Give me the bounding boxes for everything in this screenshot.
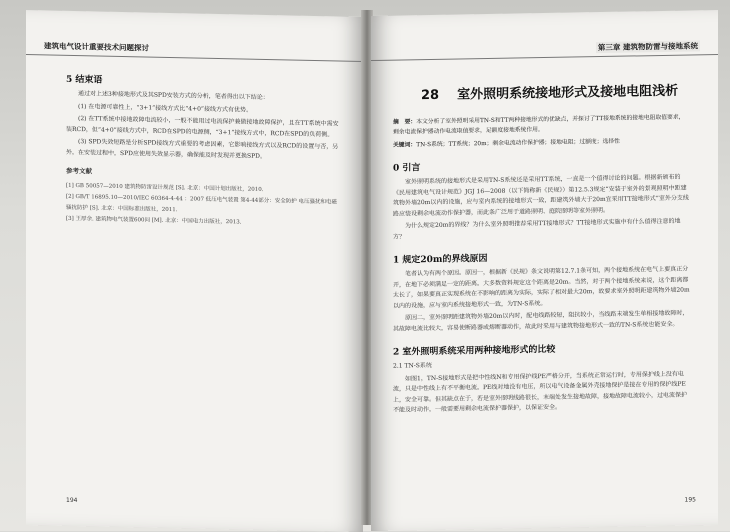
abstract-block <box>393 112 690 150</box>
conclusion-body <box>66 89 341 164</box>
paragraph: (2) 在TT系统中接地故障电流较小，一般不能用过电流保护兼做接地故障保护，且在TT系统中需安装RCD，但“4+0”接线方式中，RCD在SPD的电源侧，“3+1”接线方式中，RCD在SPD的负荷侧。 <box>66 115 339 138</box>
abstract-label: 摘 要： <box>393 119 417 126</box>
right-running-head <box>371 10 718 61</box>
subsection-heading: 2.1 TN-S系统 <box>393 361 432 370</box>
article-title <box>421 79 690 103</box>
right-page <box>371 10 718 531</box>
section-1-heading: 1 规定20m的界线原因 <box>393 254 488 266</box>
left-running-head: 建筑电气设计重要技术问题探讨 <box>26 10 363 62</box>
conclusion-heading: 5 结束语 <box>66 74 103 86</box>
left-page <box>26 10 363 532</box>
reference-item: [1] GB 50057—2010 建筑物防雷设计规范 [S]. 北京：中国计划出版社，2010. <box>66 182 264 193</box>
paragraph: (3) SPD失效短路是分析SPD接线方式重要的考虑因素，它影响接线方式以及RCD的设置与否，另外，在安装过程中，SPD应使用失效显示器，确保能及时发现并更换SPD。 <box>66 138 339 160</box>
section-2-heading: 2 室外照明系统采用两种接地形式的比较 <box>393 344 556 358</box>
paragraph: 室外照明系统的接地形式是采用TN-S系统还是采用TT系统，一直是一个值得讨论的问题。根据新颁布的《民用建筑电气设计规范》JGJ 16—2008（以下简称新《民规》）第12.5.3规定“安装于室外的景观照明中距建筑物外墙20m以内的设施，应与室内系统的接地形式一致，距建筑外墙大于20m宜采用TT接地形式”室外分支线路应装设剩余电流动作保护器，而此条广泛用于道路照明、庭院照明等室外照明。 <box>393 173 689 218</box>
paragraph: 原因二，室外照明距建筑物外墙20m以内时，配电线路较短，阻抗较小，当线路末端发生单相接地故障时，其故障电流比较大，容易使断路器或熔断器动作，故此时采用与建筑物接地形式一致的TN-S系统也能安全。 <box>393 309 689 333</box>
reference-item: [3] 王厚余. 建筑物电气装置600问 [M]. 北京：中国电力出版社，2013. <box>66 215 242 226</box>
open-book <box>26 10 718 525</box>
article-title-text: 室外照明系统接地形式及接地电阻浅析 <box>457 83 679 103</box>
keywords-label: 关键词： <box>393 142 417 149</box>
section-1-body <box>393 264 690 334</box>
page-number: 194 <box>66 496 78 505</box>
paragraph: (1) 在电源可靠性上，“3+1”接线方式比“4+0”接线方式有优势。 <box>78 102 253 114</box>
paragraph: 为什么规定20m的界线？为什么室外照明推荐采用TT接地形式？TT接地形式实施中有什么值得注意的地方？ <box>393 217 681 241</box>
section-2-body <box>393 356 690 416</box>
page-number: 195 <box>684 496 696 504</box>
references <box>66 166 341 230</box>
keywords <box>393 135 690 150</box>
keywords-text: TN-S系统；TT系统；20m；剩余电流动作保护器；接地电阻；过额度；选择性 <box>416 138 620 149</box>
paragraph: 如图1，TN-S接地形式是把中性线N和专用保护线PE严格分开，当系统正常运行时，专用保护线上没有电流，只是中性线上有不平衡电流。PE线对地没有电压，所以电气设备金属外壳接地保护是接在专用的保护线PE上，安全可靠。但其缺点在于，若是室外照明线路很长，末端处发生接地故障，接地故障电流较小，过电流保护不能及时动作，一般需要用剩余电流保护器保护，以保证安全。 <box>393 370 688 414</box>
abstract-text: 本文分析了室外照明采用TN-S和TT两种接地形式的优缺点，并探讨了TT接地系统的接地电阻取值要求，剩余电流保护器动作电流取值要求，足额度接地系统作用。 <box>393 114 685 136</box>
section-0-body <box>393 172 690 242</box>
reference-item: [2] GB/T 16895.10—2010/IEC 60364-4-44 ：2007 低压电气装置 第4-44部分：安全防护 电压骚扰和电磁骚扰防护 [S]. 北京：中国标准出版社，2011. <box>66 193 338 213</box>
paragraph: 笔者认为有两个原因。原因一，根据新《民规》条文说明第12.7.1条可知，两个接地系统在电气上要真正分开，在地下必须满足一定的距离。大多数资料规定这个距离是20m。当然，对于两个接地系统来说，这个距离都太长了，如果要真正实现系统在不影响的距离为实际，实际了相对最大20m，故要求室外照明距建筑物外墙20m以内的设施，应与室内系统接地形式一致，为TN-S系统。 <box>393 265 690 310</box>
section-0-heading: 0 引言 <box>393 163 421 174</box>
paragraph: 通过对上述3种接地形式及其SPD安装方式的分析，笔者得出以下结论： <box>78 90 269 102</box>
chapter-tag: 第三章 建筑物防雷与接地系统 <box>597 41 698 53</box>
abstract <box>393 112 690 137</box>
references-heading: 参考文献 <box>66 166 92 176</box>
article-number: 28 <box>421 87 440 104</box>
